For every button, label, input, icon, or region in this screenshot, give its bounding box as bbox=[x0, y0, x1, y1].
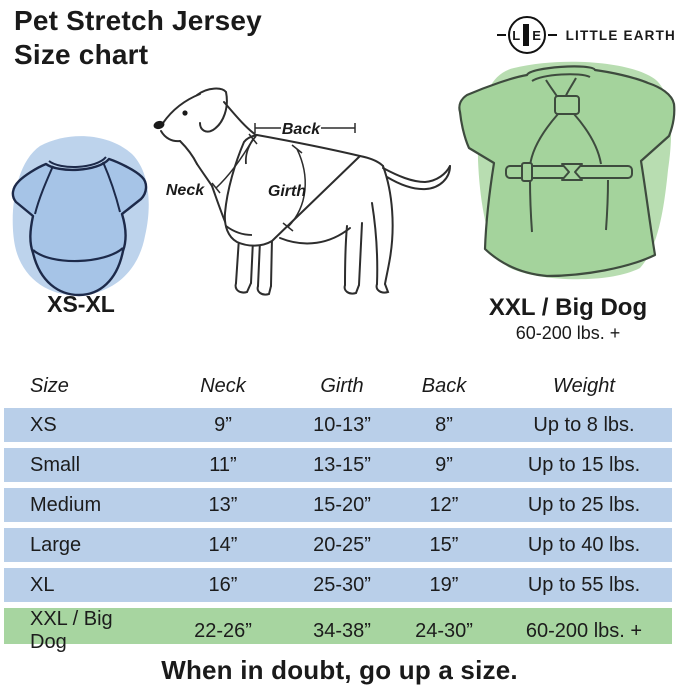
small-shirt-size-label: XS-XL bbox=[47, 291, 115, 317]
page-title bbox=[14, 4, 262, 72]
table-cell: 13-15” bbox=[313, 453, 371, 476]
table-row bbox=[4, 448, 672, 482]
table-cell: 13” bbox=[208, 493, 238, 516]
page-title-line2: Size chart bbox=[14, 39, 149, 70]
table-cell: 12” bbox=[429, 493, 459, 516]
table-cell: XXL / Big Dog bbox=[30, 608, 113, 653]
table-cell: Up to 55 lbs. bbox=[527, 573, 641, 596]
back-measure-label: Back bbox=[281, 121, 321, 138]
table-row bbox=[4, 608, 672, 653]
table-cell: 16” bbox=[208, 573, 238, 596]
table-row bbox=[4, 528, 672, 562]
table-cell: 60-200 lbs. + bbox=[525, 619, 643, 642]
table-cell: Up to 15 lbs. bbox=[527, 453, 641, 476]
table-row bbox=[4, 568, 672, 602]
table-cell: Small bbox=[30, 453, 81, 476]
sizing-advice-note: When in doubt, go up a size. bbox=[161, 655, 518, 685]
column-header-neck: Neck bbox=[200, 374, 246, 397]
column-header-size: Size bbox=[30, 374, 69, 397]
big-shirt-chest-buckle bbox=[555, 96, 579, 114]
table-cell: XS bbox=[30, 413, 57, 436]
brand-name: LITTLE EARTH bbox=[565, 27, 676, 43]
logo-letter-e: E bbox=[532, 27, 541, 43]
table-cell: Up to 8 lbs. bbox=[533, 413, 635, 436]
column-header-girth: Girth bbox=[320, 374, 364, 397]
table-cell: 14” bbox=[208, 533, 238, 556]
big-shirt-illustration bbox=[448, 60, 676, 292]
table-cell: 34-38” bbox=[313, 619, 371, 642]
logo-monogram-icon bbox=[508, 16, 546, 54]
table-cell: 20-25” bbox=[313, 533, 371, 556]
table-cell: 25-30” bbox=[313, 573, 371, 596]
table-cell: 24-30” bbox=[415, 619, 473, 642]
logo-letter-l: L bbox=[512, 27, 521, 43]
table-row bbox=[4, 408, 672, 442]
table-row bbox=[4, 488, 672, 522]
table-cell: 22-26” bbox=[194, 619, 252, 642]
table-cell: Up to 40 lbs. bbox=[527, 533, 641, 556]
logo-tick-right bbox=[548, 34, 557, 36]
table-cell: 9” bbox=[435, 453, 453, 476]
dog-eye bbox=[182, 110, 187, 115]
big-shirt-weight-label: 60-200 lbs. + bbox=[515, 323, 621, 343]
column-header-weight: Weight bbox=[553, 374, 615, 397]
big-shirt-belt-keeper bbox=[522, 163, 532, 181]
table-cell: 15” bbox=[429, 533, 459, 556]
table-cell: Medium bbox=[30, 493, 102, 516]
table-cell: 8” bbox=[435, 413, 453, 436]
size-table-rows bbox=[4, 408, 672, 653]
table-cell: 19” bbox=[429, 573, 459, 596]
table-cell: Large bbox=[30, 533, 82, 556]
girth-measure-label: Girth bbox=[267, 183, 307, 200]
big-shirt-size-label: XXL / Big Dog bbox=[488, 294, 648, 321]
table-cell: 9” bbox=[214, 413, 232, 436]
page-title-line1: Pet Stretch Jersey bbox=[14, 5, 262, 36]
size-table-header bbox=[4, 372, 672, 400]
table-cell: XL bbox=[30, 573, 55, 596]
neck-measure-label: Neck bbox=[165, 182, 205, 199]
small-shirt-illustration bbox=[6, 132, 156, 300]
column-header-back: Back bbox=[421, 374, 467, 397]
table-cell: 10-13” bbox=[313, 413, 371, 436]
table-cell: 11” bbox=[209, 453, 237, 476]
table-cell: Up to 25 lbs. bbox=[527, 493, 641, 516]
brand-logo bbox=[497, 16, 676, 54]
dog-measurement-diagram bbox=[140, 78, 460, 303]
logo-tick-left bbox=[497, 34, 506, 36]
table-cell: 15-20” bbox=[313, 493, 371, 516]
